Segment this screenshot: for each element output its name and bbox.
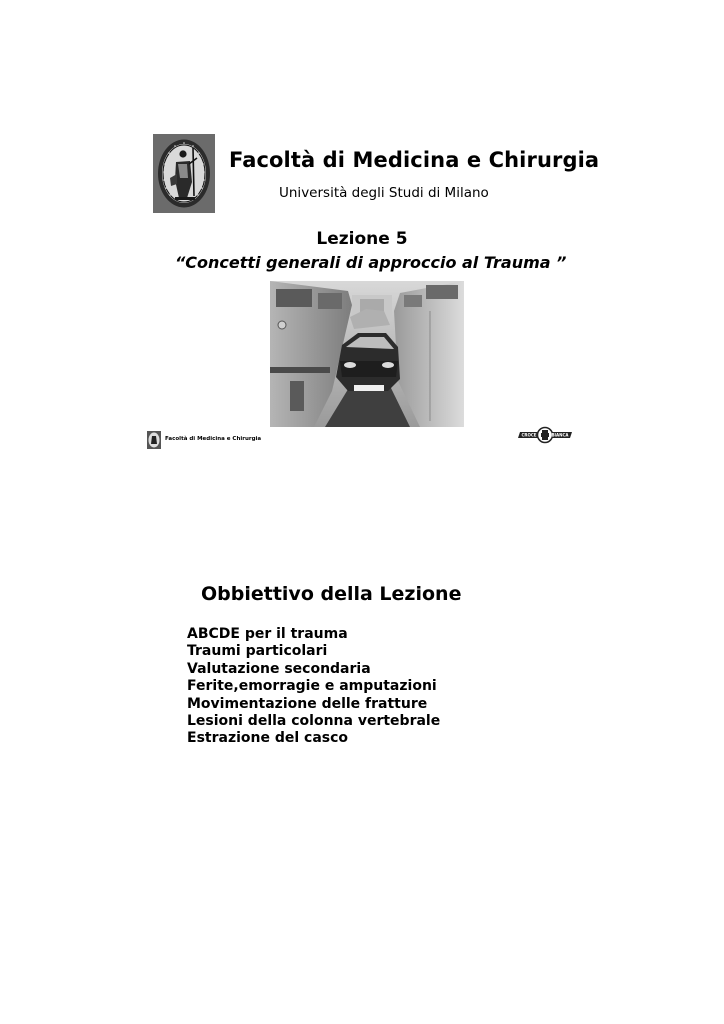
list-item: ABCDE per il trauma: [187, 626, 348, 642]
list-item: Estrazione del casco: [187, 730, 349, 747]
accident-photo: [270, 281, 464, 427]
list-item: Valutazione secondaria: [187, 660, 371, 677]
university-seal-logo: [153, 134, 215, 213]
list-item: Ferite,emorragie e amputazioni: [187, 678, 437, 695]
faculty-small-logo: [147, 431, 161, 449]
objectives-list: [187, 626, 440, 748]
svg-text:BIANCA: BIANCA: [551, 432, 569, 438]
university-name: Università degli Studi di Milano: [279, 185, 489, 201]
croce-bianca-logo: [518, 426, 572, 444]
objectives-heading: Obbiettivo della Lezione: [201, 583, 462, 605]
faculty-title: Facoltà di Medicina e Chirurgia: [229, 148, 600, 172]
list-item: Traumi particolari: [187, 643, 328, 660]
lecture-title: “Concetti generali di approccio al Trauma ”: [175, 253, 567, 272]
svg-text:CROCE: CROCE: [521, 432, 537, 438]
list-item: Lesioni della colonna vertebrale: [187, 713, 441, 730]
list-item: Movimentazione delle fratture: [187, 695, 428, 712]
lecture-number: Lezione 5: [316, 229, 408, 249]
footer-faculty-text: Facoltà di Medicina e Chirurgia: [165, 436, 262, 442]
